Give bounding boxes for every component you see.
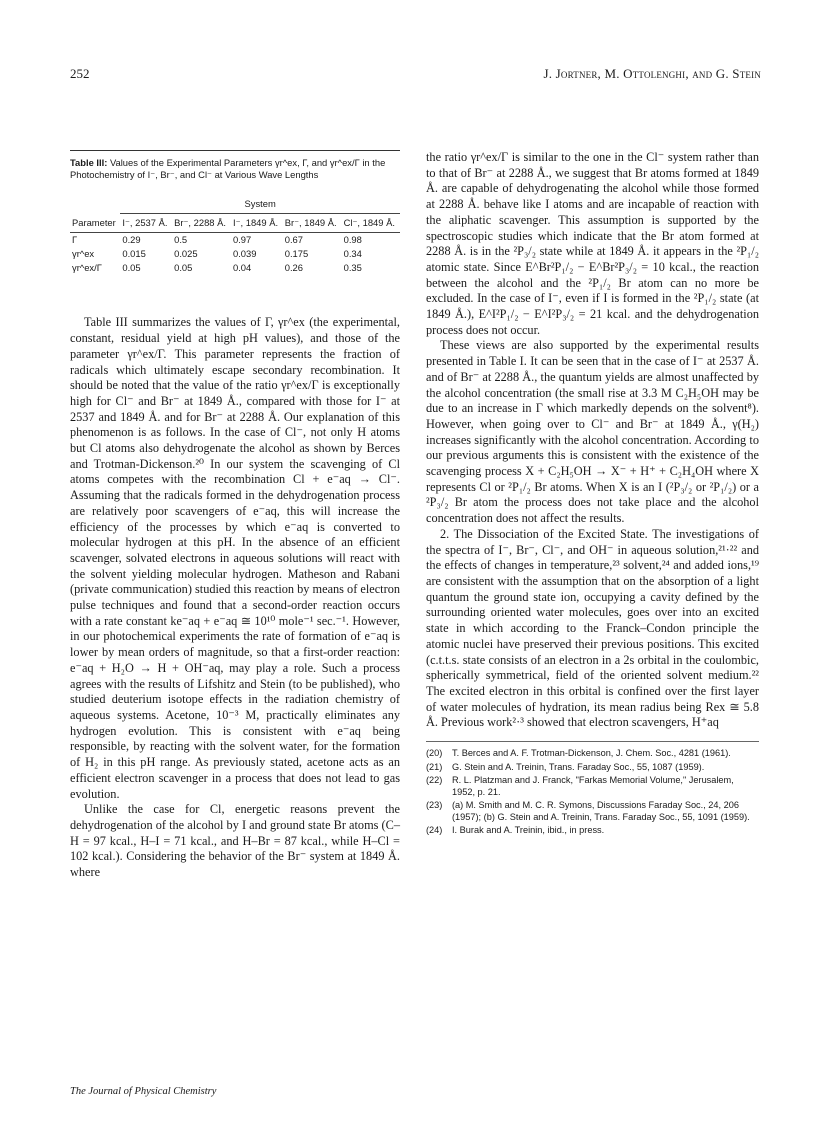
right-column <box>426 150 759 839</box>
footnote-text: (a) M. Smith and M. C. R. Symons, Discussions Faraday Soc., 24, 206 (1957); (b) G. Stein and A. Treinin, Trans. Faraday Soc., 55, 1091 (1959). <box>452 800 750 822</box>
table-row-param: γr^ex <box>72 248 95 260</box>
table-cell: 0.039 <box>232 248 257 260</box>
footnote-number: (22) <box>426 775 443 786</box>
table-top-rule <box>70 150 400 151</box>
table-cell: 0.015 <box>122 248 146 260</box>
table-row-param: Γ <box>72 234 78 246</box>
table-row <box>70 247 400 261</box>
table-cell: 0.97 <box>232 234 252 246</box>
body-paragraph: These views are also supported by the experimental results presented in Table I. It can be seen that in the case of I⁻ at 2537 Å. and of Br⁻ at 2288 Å., the quantum yields are almost unaffected by the alcohol concentration (the small rise at 3.3 M C₂H₅OH may be due to an increase in Γ which markedly depends on the solvent⁸). However, when going over to Cl⁻ and Br⁻ at 1849 Å., γ(H₂) increases significantly with the alcohol concentration. According to our previous arguments this is consistent with the existence of the scavenging process X + C₂H₅OH → X⁻ + H⁺ + C₂H₄OH where X represents Cl or ²P₁/₂ Br atoms. When X is an I (²P₃/₂ or ²P₁/₂) or a ²P₃/₂ Br atom the process does not take place and the alcohol concentration does not affect the results. <box>426 338 759 526</box>
table-parameter-header: Parameter <box>70 213 120 233</box>
footnote <box>426 748 759 760</box>
table-cell: 0.98 <box>343 234 362 246</box>
table-caption <box>70 157 400 181</box>
body-paragraph: 2. The Dissociation of the Excited State. The investigations of the spectra of I⁻, Br⁻, Cl⁻, and OH⁻ in aqueous solution,²¹·²² and the effects of changes in temperature,²³ solvent,²⁴ and added ions,¹⁹ are consistent with the assumption that on the absorption of a light quantum the ground state ion, occupying a cavity defined by the surrounding oriented water molecules, goes over into an excited state in which according to the Franck–Condon principle the atomic nuclei have preserved their previous positions. This excited (c.t.t.s. state consists of an electron in a 2s orbital in the coulombic, spherically symmetrical, field of the oriented solvent medium.²² The excited electron in this orbital is confined over the first layer of water molecules of hydration, its mean radius being Rex ≅ 5.8 Å. Previous work²·³ showed that electron scavengers, H⁺aq <box>426 526 759 730</box>
footnote-text: T. Berces and A. F. Trotman-Dickenson, J. Chem. Soc., 4281 (1961). <box>452 748 731 759</box>
table-column-header: I⁻, 2537 Å. <box>120 213 172 233</box>
journal-footer: The Journal of Physical Chemistry <box>70 1086 217 1097</box>
table-cell: 0.05 <box>122 262 141 274</box>
body-paragraph: the ratio γr^ex/Γ is similar to the one in the Cl⁻ system rather than to that of Br⁻ at 2288 Å., we suggest that Br atoms formed at 1849 Å. are capable of dehydrogenating the alcohol while those formed at 2288 Å. behave like I atoms and are incapable of reaction with the aliphatic scavenger. This assumption is supported by the spectroscopic studies which indicate that the Br atom formed at 2288 Å. is in the ²P₃/₂ state while at 1849 Å. it appears in the ²P₁/₂ atomic state. Since E^Br²P₁/₂ − E^Br²P₃/₂ = 10 kcal., the reaction between the alcohol and the ²P₁/₂ Br atom can no more be excluded. In the case of I⁻, even if I is formed in the ²P₁/₂ state (at 1849 Å.), E^I²P₁/₂ − E^I²P₃/₂ = 21 kcal. and the dehydrogenation process does not occur. <box>426 150 759 337</box>
table-row-param: γr^ex/Γ <box>72 262 102 274</box>
table-cell: 0.04 <box>232 262 252 274</box>
data-table <box>70 195 400 275</box>
table-cell: 0.025 <box>174 248 198 260</box>
running-head: J. Jortner, M. Ottolenghi, and G. Stein <box>543 66 761 81</box>
footnote <box>426 775 759 798</box>
table-row <box>70 233 400 248</box>
left-column <box>70 150 400 881</box>
table-cell: 0.35 <box>343 262 362 274</box>
footnote-number: (23) <box>426 800 443 811</box>
footnote <box>426 825 759 837</box>
table-column-header: Br⁻, 2288 Å. <box>172 213 231 233</box>
body-paragraph: Unlike the case for Cl, energetic reasons prevent the dehydrogenation of the alcohol by I and ground state Br atoms (C–H = 97 kcal., H–I = 71 kcal., and H–Br = 87 kcal., while H–Cl = 102 kcal.). Considering the behavior of the Br⁻ system at 1849 Å. where <box>70 802 400 880</box>
table-cell: 0.05 <box>174 262 193 274</box>
footnote-text: I. Burak and A. Treinin, ibid., in press. <box>452 825 605 836</box>
table-caption-text: Values of the Experimental Parameters γr^ex, Γ, and γr^ex/Γ in the Photochemistry of I⁻, Br⁻, and Cl⁻ at Various Wave Lengths <box>70 157 386 180</box>
table-group-header: System <box>120 195 400 213</box>
table-cell: 0.5 <box>174 234 188 246</box>
footnote <box>426 800 759 823</box>
table-cell: 0.67 <box>284 234 303 246</box>
table-cell: 0.175 <box>284 248 309 260</box>
footnote-text: G. Stein and A. Treinin, Trans. Faraday Soc., 55, 1087 (1959). <box>452 761 705 772</box>
table-column-header: Br⁻, 1849 Å. <box>283 213 342 233</box>
table-row <box>70 261 400 275</box>
footnote-number: (20) <box>426 748 443 759</box>
table-cell: 0.34 <box>343 248 362 260</box>
footnotes <box>426 741 759 837</box>
footnote-text: R. L. Platzman and J. Franck, "Farkas Memorial Volume," Jerusalem, 1952, p. 21. <box>452 775 734 797</box>
page-number: 252 <box>70 66 90 81</box>
table-cell: 0.26 <box>284 262 303 274</box>
footnote-number: (21) <box>426 761 443 772</box>
table-column-header: I⁻, 1849 Å. <box>231 213 283 233</box>
footnote <box>426 762 759 774</box>
table-cell: 0.29 <box>122 234 141 246</box>
table-column-header: Cl⁻, 1849 Å. <box>342 213 400 233</box>
body-paragraph: Table III summarizes the values of Γ, γr^ex (the experimental, constant, residual yield at high pH values), and those of the parameter γr^ex/Γ. This parameter represents the fraction of radicals which ultimately escape secondary recombination. It should be noted that the value of the ratio γr^ex/Γ is exceptionally high for Cl⁻ and Br⁻ at 1849 Å., compared with those for I⁻ at 2537 and 1849 Å. and for Br⁻ at 2288 Å. Our explanation of this phenomenon is as follows. In the case of Cl⁻, not only H atoms but Cl atoms also dehydrogenate the alcohol as shown by Berces and Trotman-Dickenson.²⁰ In our system the scavenging of Cl atoms competes with the recombination Cl + e⁻aq → Cl⁻. Assuming that the radicals formed in the dehydrogenation process are relatively poor scavengers of e⁻aq, this will increase the efficiency of the processes by which e⁻aq is converted to molecular hydrogen at this pH. In the absence of an efficient scavenger, solvated electrons in aqueous solutions will react with the solvent yielding molecular hydrogen. Matheson and Rabani (private communication) studied this reaction by means of electron pulse techniques and found that a second-order reaction occurs with a rate constant ke⁻aq + e⁻aq ≅ 10¹⁰ mole⁻¹ sec.⁻¹. However, in our photochemical experiments the rate of formation of e⁻aq is lower by mean orders of magnitude, so that a first-order reaction: e⁻aq + H₂O → H + OH⁻aq, may play a role. Such a process agrees with the results of Lifshitz and Stein (to be published), who studied deuterium isotope effects in the radiation chemistry of aqueous systems. Acetone, 10⁻³ M, practically eliminates any hydrogen evolution. This is consistent with e⁻aq being responsible, by reacting with the solvent water, for the formation of H₂ in this pH range. As previously stated, acetone acts as an efficient electron scavenger in a process that does not lead to gas evolution. <box>70 315 400 801</box>
footnote-number: (24) <box>426 825 443 836</box>
table-caption-label: Table III: <box>70 157 108 168</box>
